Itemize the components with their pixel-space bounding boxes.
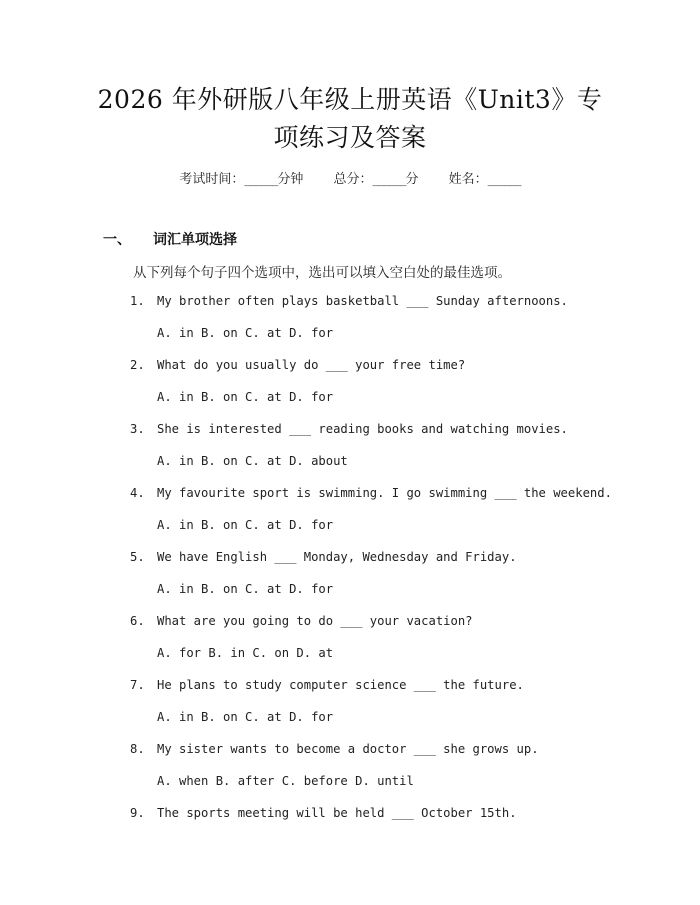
question-item [130, 550, 517, 564]
question-options: A. when B. after C. before D. until [157, 774, 414, 788]
question-item [130, 742, 539, 756]
question-number: 4. [130, 486, 145, 500]
question-options: A. in B. on C. at D. for [157, 390, 334, 404]
student-name-blank: ______ [487, 172, 521, 187]
question-options: A. for B. in C. on D. at [157, 646, 334, 660]
question-options: A. in B. on C. at D. for [157, 582, 334, 596]
total-score-unit: 分 [405, 172, 419, 187]
question-item [130, 614, 473, 628]
student-name [449, 172, 521, 187]
question-number: 6. [130, 614, 145, 628]
student-name-label: 姓名： [448, 172, 488, 187]
section-heading [103, 229, 237, 249]
exam-time-blank: ______ [244, 172, 278, 187]
question-text: We have English ___ Monday, Wednesday and Friday. [157, 550, 517, 564]
question-text: My brother often plays basketball ___ Sunday afternoons. [157, 294, 568, 308]
question-options: A. in B. on C. at D. about [157, 454, 348, 468]
question-options: A. in B. on C. at D. for [157, 326, 334, 340]
exam-time [179, 172, 303, 187]
exam-time-label: 考试时间： [179, 172, 245, 187]
question-options: A. in B. on C. at D. for [157, 710, 334, 724]
question-item [130, 806, 517, 820]
question-text: He plans to study computer science ___ the future. [157, 678, 524, 692]
question-item [130, 422, 568, 436]
question-item [130, 486, 612, 500]
question-text: What do you usually do ___ your free time? [157, 358, 466, 372]
question-text: My favourite sport is swimming. I go swimming ___ the weekend. [157, 486, 612, 500]
question-number: 2. [130, 358, 145, 372]
exam-time-unit: 分钟 [277, 172, 304, 187]
total-score [333, 172, 418, 187]
page-title-line-2: 项练习及答案 [273, 123, 427, 152]
section-number: 一、 [103, 232, 131, 248]
total-score-label: 总分： [333, 172, 373, 187]
question-text: The sports meeting will be held ___ October 15th. [157, 806, 517, 820]
section-instruction: 从下列每个句子四个选项中，选出可以填入空白处的最佳选项。 [133, 265, 511, 281]
question-number: 8. [130, 742, 145, 756]
question-number: 1. [130, 294, 145, 308]
exam-meta [0, 168, 700, 187]
question-options: A. in B. on C. at D. for [157, 518, 334, 532]
question-text: She is interested ___ reading books and watching movies. [157, 422, 568, 436]
total-score-blank: ______ [372, 172, 406, 187]
question-text: My sister wants to become a doctor ___ she grows up. [157, 742, 539, 756]
question-number: 7. [130, 678, 145, 692]
page-title-line-1: 2026 年外研版八年级上册英语《Unit3》专 [97, 85, 603, 114]
question-text: What are you going to do ___ your vacation? [157, 614, 473, 628]
question-item [130, 358, 465, 372]
question-item [130, 294, 568, 308]
question-number: 9. [130, 806, 145, 820]
section-title: 词汇单项选择 [153, 232, 237, 248]
question-item [130, 678, 524, 692]
question-number: 3. [130, 422, 145, 436]
question-number: 5. [130, 550, 145, 564]
